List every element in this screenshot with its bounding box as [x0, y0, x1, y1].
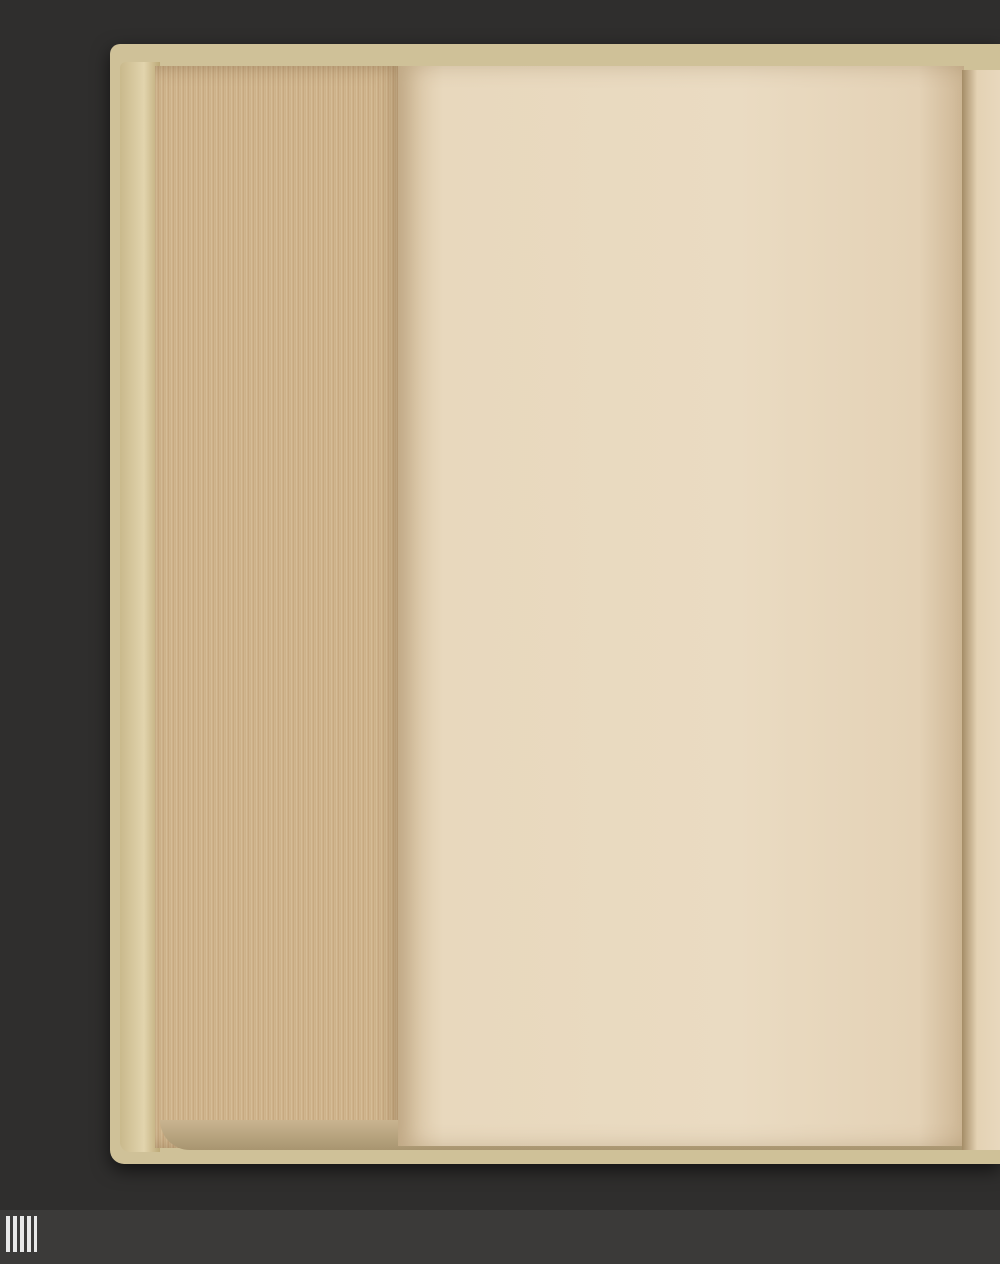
library-logo-icon	[6, 1216, 44, 1252]
footer-bar	[0, 1210, 1000, 1264]
book-spine-edge	[120, 62, 160, 1152]
book-page	[398, 66, 964, 1146]
page-header	[530, 124, 960, 154]
page-edges-block	[155, 66, 405, 1148]
next-page-edge	[962, 70, 1000, 1150]
